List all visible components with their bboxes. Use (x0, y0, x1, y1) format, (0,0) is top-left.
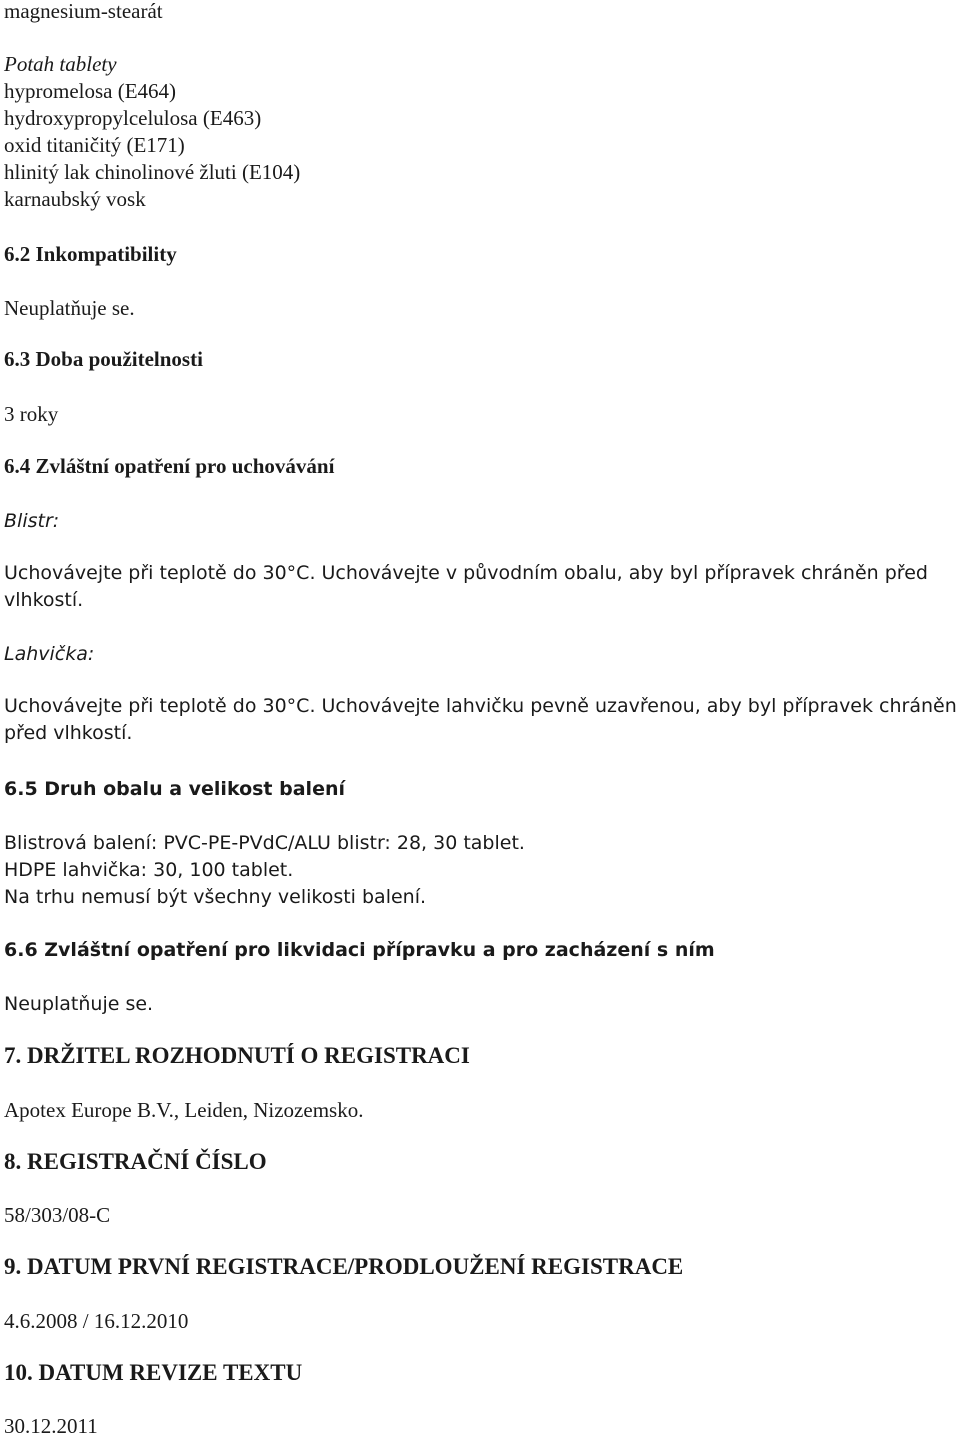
section-9-heading: 9. DATUM PRVNÍ REGISTRACE/PRODLOUŽENÍ REGISTRACE (4, 1254, 684, 1279)
section-10-heading: 10. DATUM REVIZE TEXTU (4, 1360, 303, 1385)
coating-item: hlinitý lak chinolinové žluti (E104) (4, 160, 301, 184)
section-6-4-heading: 6.4 Zvláštní opatření pro uchovávání (4, 454, 335, 478)
section-6-6-text: Neuplatňuje se. (4, 993, 154, 1015)
section-10-text: 30.12.2011 (4, 1414, 98, 1438)
section-6-5-line: Na trhu nemusí být všechny velikosti balení. (4, 886, 427, 908)
section-6-5-line: HDPE lahvička: 30, 100 tablet. (4, 859, 294, 881)
blister-storage-line: Uchovávejte při teplotě do 30°C. Uchovávejte v původním obalu, aby byl přípravek chráněn před (4, 562, 928, 584)
coating-item: hydroxypropylcelulosa (E463) (4, 106, 262, 130)
coating-heading: Potah tablety (4, 52, 117, 76)
section-7-text: Apotex Europe B.V., Leiden, Nizozemsko. (4, 1098, 364, 1122)
blister-storage-line: vlhkostí. (4, 589, 84, 611)
section-8-heading: 8. REGISTRAČNÍ ČÍSLO (4, 1149, 267, 1174)
bottle-storage-line: před vlhkostí. (4, 722, 133, 744)
coating-item: oxid titaničitý (E171) (4, 133, 185, 157)
blister-label: Blistr: (4, 510, 60, 532)
section-6-3-heading: 6.3 Doba použitelnosti (4, 347, 203, 371)
coating-item: hypromelosa (E464) (4, 79, 177, 103)
bottle-storage-line: Uchovávejte při teplotě do 30°C. Uchovávejte lahvičku pevně uzavřenou, aby byl přípravek chráněn (4, 695, 957, 717)
coating-item: karnaubský vosk (4, 187, 146, 211)
section-7-heading: 7. DRŽITEL ROZHODNUTÍ O REGISTRACI (4, 1043, 470, 1068)
section-9-text: 4.6.2008 / 16.12.2010 (4, 1309, 189, 1333)
section-8-text: 58/303/08-C (4, 1203, 111, 1227)
excipient-magnesium-stearate: magnesium-stearát (4, 0, 163, 23)
section-6-5-line: Blistrová balení: PVC-PE-PVdC/ALU blistr: 28, 30 tablet. (4, 832, 525, 854)
section-6-5-heading: 6.5 Druh obalu a velikost balení (4, 778, 345, 800)
section-6-3-text: 3 roky (4, 402, 59, 426)
section-6-6-heading: 6.6 Zvláštní opatření pro likvidaci přípravku a pro zacházení s ním (4, 939, 715, 961)
section-6-2-heading: 6.2 Inkompatibility (4, 242, 177, 266)
section-6-2-text: Neuplatňuje se. (4, 296, 135, 320)
bottle-label: Lahvička: (4, 643, 95, 665)
